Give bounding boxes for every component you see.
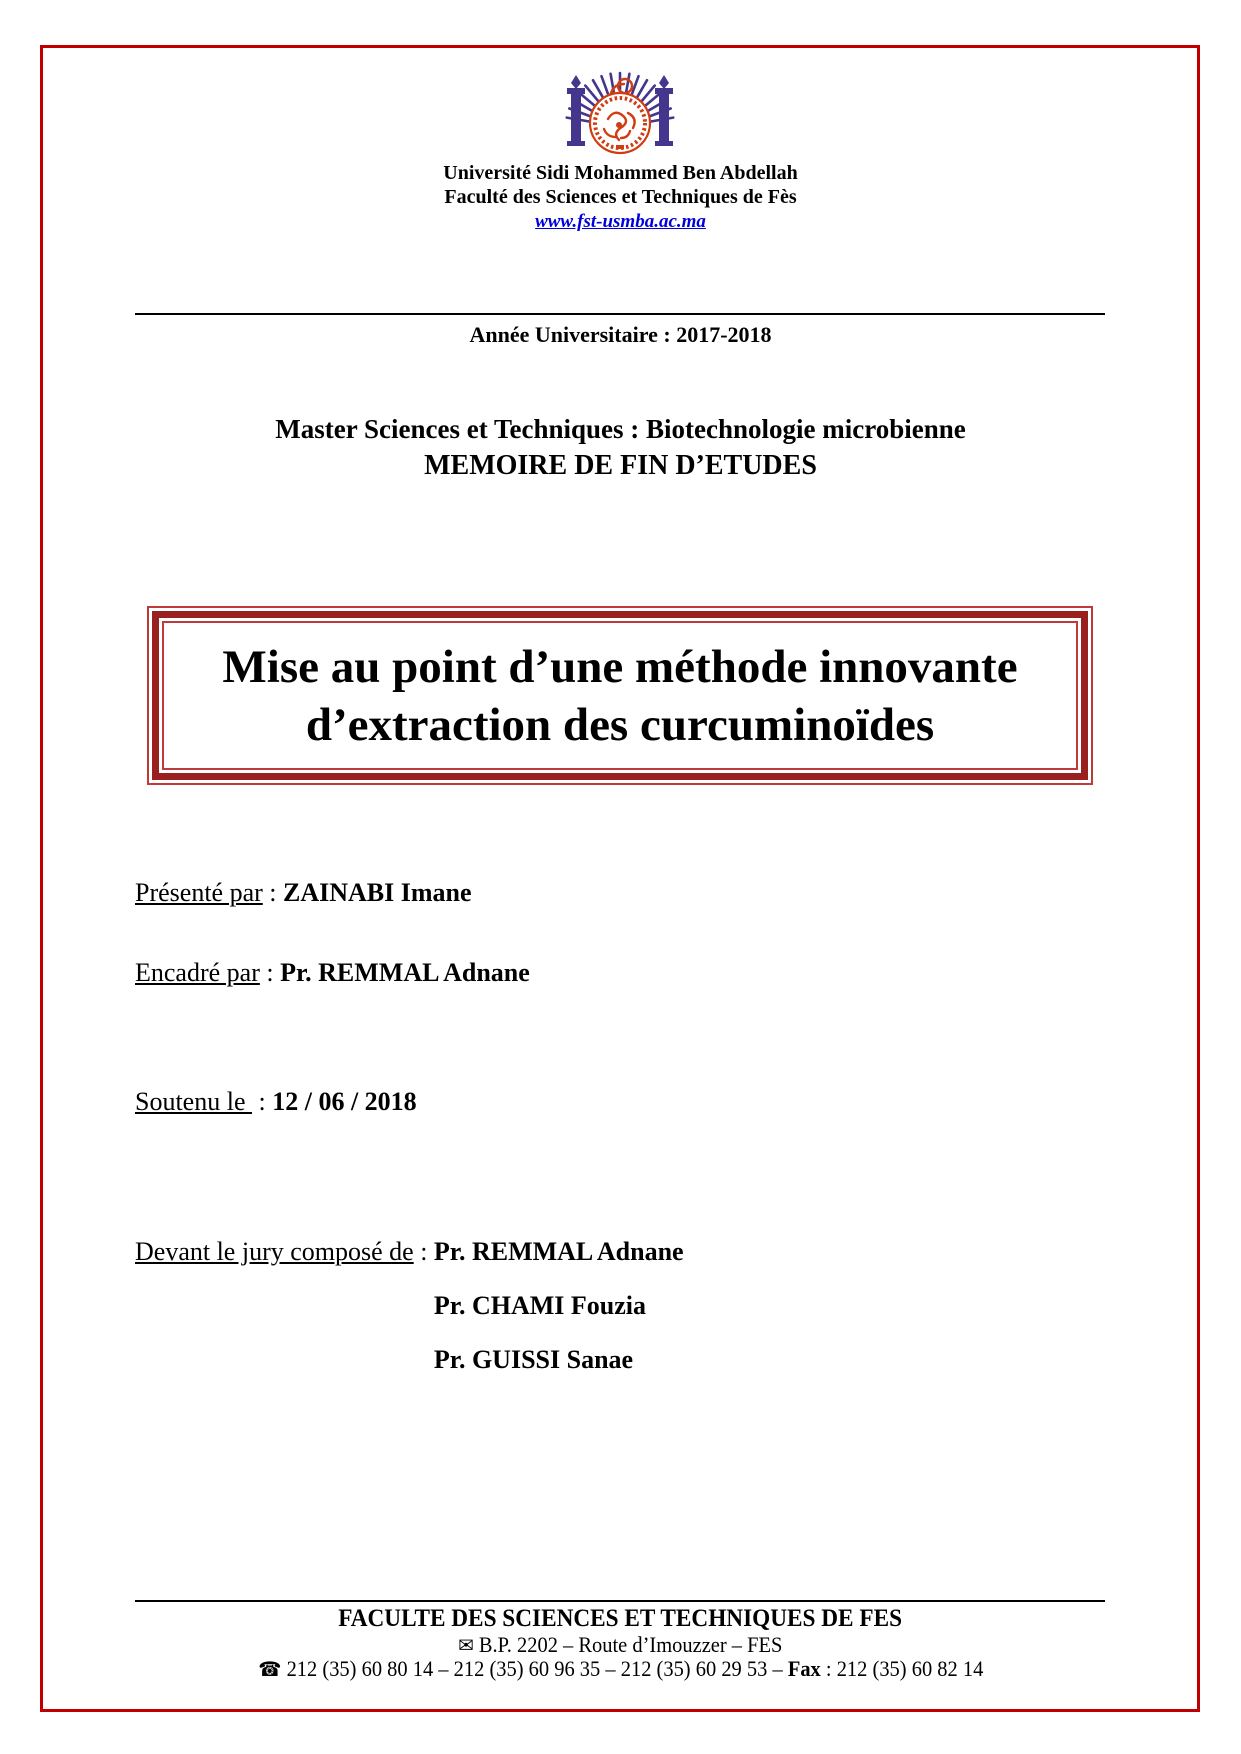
- thesis-title-line1: Mise au point d’une méthode innovante: [222, 640, 1018, 693]
- footer-phones: 212 (35) 60 80 14 – 212 (35) 60 96 35 – 212 (35) 60 29 53 –: [281, 1656, 788, 1681]
- footer-phone-line: [0, 1656, 1241, 1682]
- supervised-by-label: Encadré par: [135, 958, 260, 987]
- title-box-band: [152, 611, 1088, 780]
- jury-row: [135, 1237, 684, 1399]
- presented-by-row: [135, 878, 472, 908]
- presented-by-label: Présenté par: [135, 878, 263, 907]
- defense-date-row: [135, 1087, 417, 1117]
- separator: :: [262, 878, 284, 907]
- supervised-by-row: [135, 958, 530, 988]
- mail-icon: ✉: [458, 1635, 474, 1657]
- separator: :: [252, 1087, 273, 1116]
- footer-divider-line: [135, 1600, 1105, 1602]
- supervised-by-value: Pr. REMMAL Adnane: [280, 958, 530, 987]
- faculty-name: Faculté des Sciences et Techniques de Fès: [444, 186, 797, 208]
- thesis-title-box: [147, 606, 1093, 785]
- defense-date-value: 12 / 06 / 2018: [272, 1087, 417, 1116]
- jury-member: Pr. GUISSI Sanae: [433, 1345, 634, 1374]
- phone-icon: ☎: [257, 1659, 282, 1681]
- defense-date-label: Soutenu le: [135, 1087, 252, 1116]
- thesis-title-line2: d’extraction des curcuminoïdes: [305, 698, 935, 751]
- footer-fax-label: Fax: [787, 1656, 821, 1681]
- separator: :: [259, 958, 281, 987]
- jury-label: Devant le jury composé de: [135, 1237, 414, 1266]
- footer-address-line: [0, 1632, 1241, 1658]
- footer-address: B.P. 2202 – Route d’Imouzzer – FES: [473, 1632, 783, 1657]
- jury-label-group: [135, 1237, 434, 1267]
- presented-by-value: ZAINABI Imane: [283, 878, 472, 907]
- separator: :: [413, 1237, 434, 1266]
- website-link[interactable]: www.fst-usmba.ac.ma: [535, 211, 706, 232]
- university-logo-icon: [540, 57, 700, 161]
- footer-fax-number: : 212 (35) 60 82 14: [820, 1656, 984, 1681]
- header-divider-line: [135, 313, 1105, 315]
- document-type: MEMOIRE DE FIN D’ETUDES: [424, 450, 817, 481]
- jury-member: Pr. REMMAL Adnane: [433, 1237, 684, 1266]
- jury-member: Pr. CHAMI Fouzia: [433, 1291, 646, 1320]
- website-line: [0, 211, 1241, 233]
- degree-program: Master Sciences et Techniques : Biotechnologie microbienne: [275, 414, 966, 444]
- university-name: Université Sidi Mohammed Ben Abdellah: [443, 162, 798, 184]
- footer-faculty-name: FACULTE DES SCIENCES ET TECHNIQUES DE FES: [338, 1605, 903, 1632]
- title-box-inner: [162, 621, 1078, 770]
- academic-year: Année Universitaire : 2017-2018: [469, 322, 772, 347]
- jury-members-list: [434, 1237, 684, 1399]
